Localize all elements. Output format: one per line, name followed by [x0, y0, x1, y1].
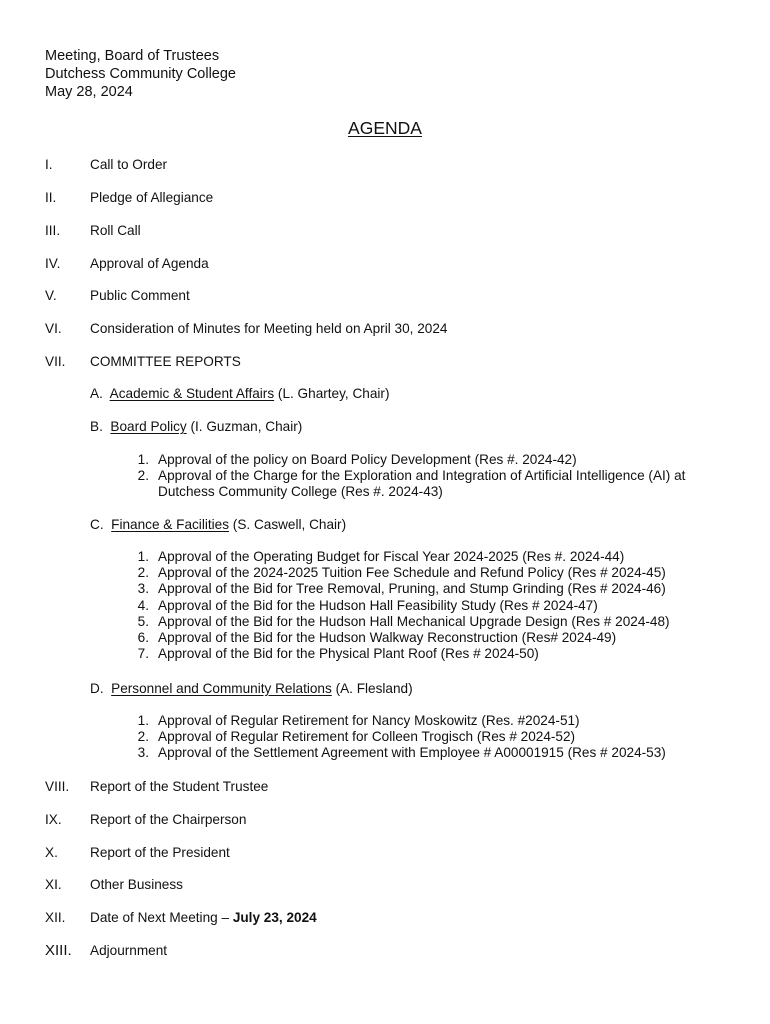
committee-academic-student-affairs: [90, 385, 389, 403]
item-text: Pledge of Allegiance: [90, 190, 214, 205]
committee-name: Academic & Student Affairs: [109, 386, 275, 401]
committee-chair: (I. Guzman, Chair): [186, 419, 303, 434]
item-text: Date of Next Meeting –: [90, 910, 233, 925]
item-number: IV.: [45, 256, 61, 271]
item-text: Call to Order: [90, 157, 168, 172]
board-policy-resolutions: [135, 452, 685, 501]
list-text: Approval of the Operating Budget for Fiscal Year 2024-2025 (Res #. 2024-44): [158, 549, 625, 564]
item-text: Consideration of Minutes for Meeting held on April 30, 2024: [90, 321, 448, 336]
list-item: [135, 614, 670, 630]
committee-letter: B.: [90, 419, 103, 434]
committee-chair: (A. Flesland): [331, 681, 413, 696]
list-text: Approval of the 2024-2025 Tuition Fee Schedule and Refund Policy (Res # 2024-45): [158, 565, 666, 581]
list-number: 1.: [137, 452, 149, 467]
item-text: Public Comment: [90, 288, 190, 303]
list-text: Approval of the Bid for the Hudson Walkway Reconstruction (Res# 2024-49): [158, 630, 617, 646]
list-number: 3.: [137, 581, 149, 597]
list-item: [135, 745, 666, 761]
list-text-continuation: Dutchess Community College (Res #. 2024-43): [158, 484, 443, 500]
item-text: Roll Call: [90, 223, 141, 238]
header-date-line: May 28, 2024: [45, 84, 133, 100]
list-item: [135, 598, 670, 614]
item-number: VIII.: [45, 779, 70, 794]
item-number: XII.: [45, 910, 66, 925]
item-text: Other Business: [90, 877, 183, 892]
list-text: Approval of the Bid for the Hudson Hall Feasibility Study (Res # 2024-47): [158, 597, 598, 613]
finance-facilities-resolutions: [135, 549, 670, 662]
list-text: Approval of the Bid for the Hudson Hall Mechanical Upgrade Design (Res # 2024-48): [158, 613, 670, 629]
committee-letter: A.: [90, 386, 103, 401]
item-number: X.: [45, 845, 58, 860]
item-number: III.: [45, 223, 61, 238]
item-text: Report of the President: [90, 845, 230, 860]
committee-name: Personnel and Community Relations: [111, 681, 332, 696]
item-text: COMMITTEE REPORTS: [90, 354, 241, 369]
list-item: [135, 630, 670, 646]
header-college-line: Dutchess Community College: [45, 66, 236, 82]
committee-name: Finance & Facilities: [111, 517, 230, 532]
item-number: II.: [45, 190, 57, 205]
committee-letter: D.: [90, 681, 104, 696]
item-number: IX.: [45, 812, 62, 827]
list-item: [135, 581, 670, 597]
list-number: 4.: [137, 597, 149, 613]
list-text: Approval of Regular Retirement for Colleen Trogisch (Res # 2024-52): [158, 729, 576, 745]
list-number: 1.: [137, 549, 149, 564]
list-text: Approval of the Charge for the Exploration and Integration of Artificial Intelligence (AI) at: [158, 468, 686, 484]
list-number: 7.: [137, 646, 149, 662]
meeting-header: [45, 47, 236, 101]
list-number: 2.: [137, 729, 149, 745]
list-text: Approval of the Bid for the Physical Plant Roof (Res # 2024-50): [158, 646, 539, 662]
list-item: [135, 549, 670, 565]
item-text: Report of the Student Trustee: [90, 779, 269, 794]
committee-finance-facilities: [90, 516, 346, 534]
list-number: 5.: [137, 613, 149, 629]
page-title: AGENDA: [348, 118, 422, 138]
committee-name: Board Policy: [110, 419, 187, 434]
list-item: [135, 452, 685, 468]
list-item: [135, 729, 666, 745]
list-item: [135, 468, 685, 500]
list-item: [135, 646, 670, 662]
list-number: 3.: [137, 745, 149, 761]
committee-board-policy: [90, 418, 302, 436]
item-number: V.: [45, 288, 57, 303]
item-number: VI.: [45, 321, 62, 336]
next-meeting-date: July 23, 2024: [232, 910, 317, 925]
list-number: 2.: [137, 565, 149, 581]
committee-personnel-community-relations: [90, 680, 413, 698]
item-text: Approval of Agenda: [90, 256, 209, 271]
item-number: I.: [45, 157, 53, 172]
list-text: Approval of Regular Retirement for Nancy Moskowitz (Res. #2024-51): [158, 713, 580, 728]
personnel-resolutions: [135, 713, 666, 762]
list-text: Approval of the policy on Board Policy Development (Res #. 2024-42): [158, 452, 577, 467]
list-number: 1.: [137, 713, 149, 728]
list-text: Approval of the Bid for Tree Removal, Pruning, and Stump Grinding (Res # 2024-46): [158, 581, 666, 597]
item-number: VII.: [45, 354, 66, 369]
committee-letter: C.: [90, 517, 104, 532]
item-number: XIII.: [45, 942, 72, 959]
item-number: XI.: [45, 877, 62, 892]
header-meeting-line: Meeting, Board of Trustees: [45, 48, 220, 64]
list-text: Approval of the Settlement Agreement with Employee # A00001915 (Res # 2024-53): [158, 745, 666, 761]
list-item: [135, 713, 666, 729]
committee-chair: (S. Caswell, Chair): [229, 517, 347, 532]
committee-chair: (L. Ghartey, Chair): [274, 386, 390, 401]
item-text-wrapper: [90, 909, 317, 927]
list-item: [135, 565, 670, 581]
list-number: 2.: [137, 468, 149, 484]
list-number: 6.: [137, 630, 149, 646]
item-text: Adjournment: [90, 943, 168, 958]
item-text: Report of the Chairperson: [90, 812, 247, 827]
